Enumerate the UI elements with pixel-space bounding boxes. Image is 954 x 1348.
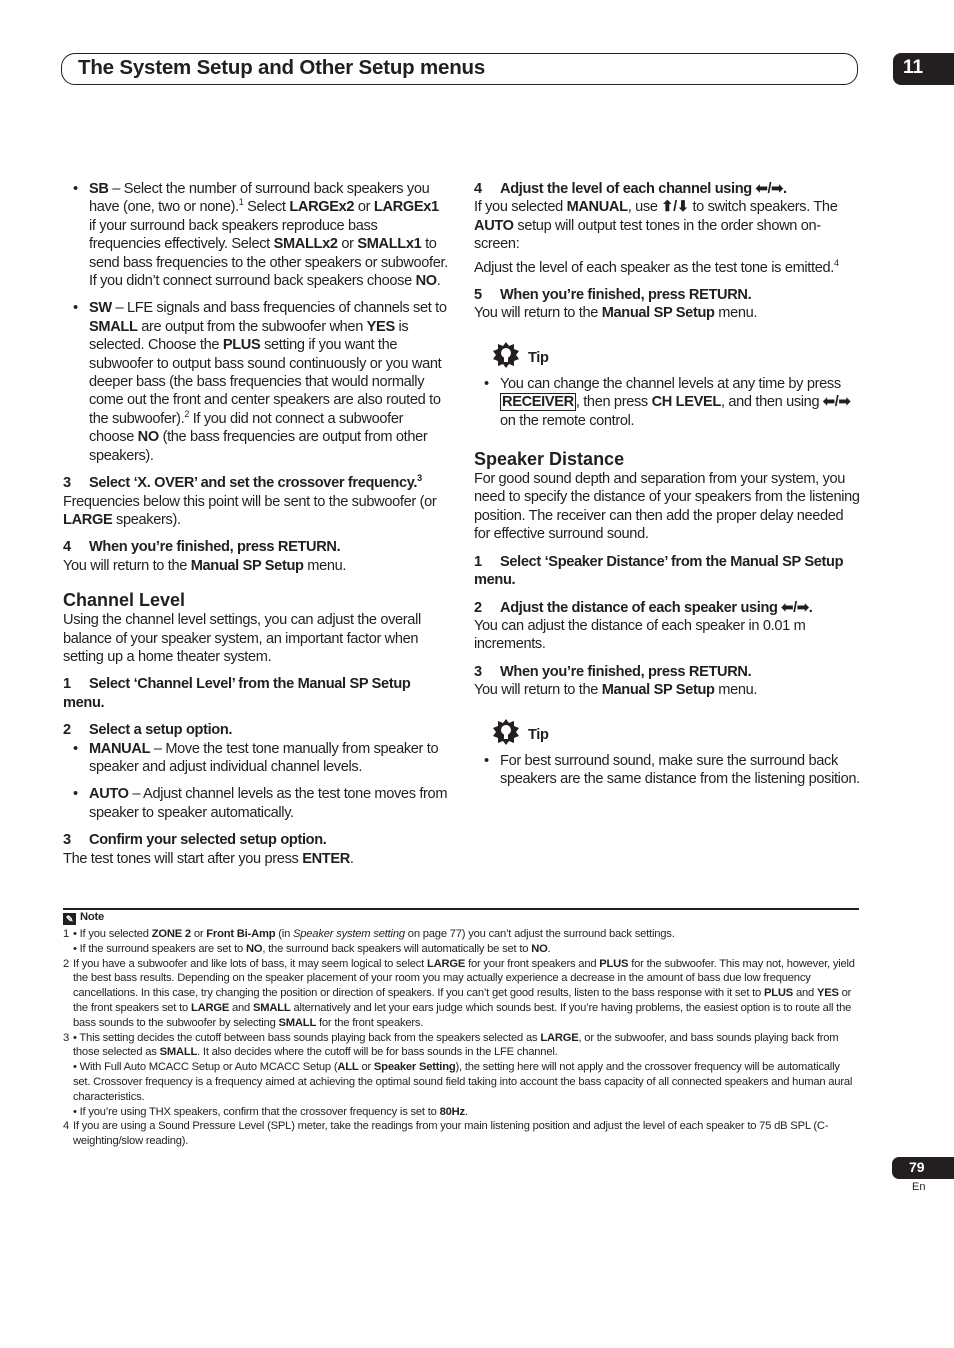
- footnote-item: [63, 1119, 859, 1149]
- bullet-sw: • SW – LFE signals and bass frequencies of channels set to SMALL are output from the subwoofer when YES is selected. Choose the PLUS setting if you want the subwoofer to output bass sound continuously or you want deeper bass (the bass frequencies that would normally come out the front and center speakers are also routed to the subwoofer).$^2$ If you did not connect a subwoofer choose NO (the bass frequencies are output from other speakers).: [73, 300, 447, 464]
- step-text: Adjust the level of each channel using ⬅/➡.: [500, 181, 787, 197]
- step-number: 5: [474, 287, 482, 304]
- paragraph: You will return to the Manual SP Setup menu.: [474, 682, 758, 699]
- step-text: When you’re finished, press RETURN.: [500, 663, 752, 680]
- step-text: Select ‘X. OVER’ and set the crossover frequency.$^3$: [89, 473, 422, 492]
- lightbulb-icon: [491, 718, 521, 746]
- footnotes: [63, 910, 859, 1149]
- footnote-text: • This setting decides the cutoff between bass sounds playing back from the speakers selected as LARGE, or the subwoofer, and bass sounds playing back from those selected as SMALL. It also decides where the cutoff will be for bass sounds in the LFE channel.: [73, 1031, 839, 1059]
- lightbulb-icon: [491, 341, 521, 369]
- footnote-text: If you are using a Sound Pressure Level (SPL) meter, take the readings from your main listening position and adjust the level of each speaker to 75 dB SPL (C-weighting/slow reading).: [73, 1120, 829, 1148]
- tip-label: Tip: [528, 349, 549, 366]
- step-text: Select ‘Channel Level’ from the Manual SP Setup menu.: [63, 676, 411, 711]
- left-column: [63, 180, 448, 868]
- footnote-item: [63, 1031, 859, 1061]
- step: [63, 721, 448, 739]
- paragraph: Using the channel level settings, you can adjust the overall balance of your speaker system, an important factor when setting up a home theater system.: [63, 612, 421, 665]
- heading-channel-level: Channel Level: [63, 590, 186, 611]
- footnote-number: 1: [63, 928, 70, 940]
- tip-bullet: • You can change the channel levels at any time by press RECEIVER , then press CH LEVEL, and then using ⬅/➡ on the remote control.: [484, 375, 851, 429]
- step-number: 3: [63, 475, 71, 492]
- paragraph: For good sound depth and separation from your system, you need to specify the distance of your speakers from the listening position. The receiver can then add the proper delay needed for effective surround sound.: [474, 471, 860, 543]
- bullet-text: AUTO – Adjust channel levels as the test tone moves from speaker to speaker automatically.: [89, 786, 448, 821]
- step-number: 3: [474, 663, 482, 680]
- step: [63, 675, 448, 712]
- footnote-text: • If you’re using THX speakers, confirm that the crossover frequency is set to 80Hz.: [73, 1105, 468, 1118]
- step-text: When you’re finished, press RETURN.: [89, 539, 341, 556]
- footnote-item: [63, 957, 859, 1031]
- tip-heading: [491, 718, 860, 748]
- chapter-number: [893, 53, 954, 85]
- footnote-item: [63, 1060, 859, 1104]
- step-number: 4: [474, 181, 482, 197]
- step-number: 4: [63, 539, 71, 556]
- footnote-text: • If you selected ZONE 2 or Front Bi-Amp (in Speaker system setting on page 77) you can’t adjust the surround back settings.: [73, 928, 675, 940]
- section-header: [61, 53, 858, 85]
- step-finish: [63, 538, 448, 556]
- bullet-text: You can change the channel levels at any time by press RECEIVER , then press CH LEVEL, and then using ⬅/➡ on the remote control.: [500, 375, 851, 429]
- heading-speaker-distance: Speaker Distance: [474, 449, 625, 470]
- step-text: Select ‘Speaker Distance’ from the Manual SP Setup menu.: [474, 553, 844, 589]
- step-text: Select a setup option.: [89, 722, 233, 739]
- step-body: You will return to the Manual SP Setup menu.: [63, 557, 347, 574]
- footnote-item: [63, 927, 859, 942]
- bullet-text: MANUAL – Move the test tone manually from speaker to speaker and adjust individual channel levels.: [89, 740, 439, 775]
- tip-heading: [491, 341, 860, 371]
- step-number: 2: [474, 599, 482, 616]
- notes-heading: [63, 910, 859, 927]
- section-title: The System Setup and Other Setup menus: [78, 56, 486, 79]
- footnote-text: If you have a subwoofer and like lots of bass, it may seem logical to select LARGE for your front speakers and PLUS for the subwoofer. This may not, however, yield the best bass results. Depending on the speaker placement of your room you may actually experience a decrease in the amount of bass due low frequency cancellations. In this case, try changing the position or direction of speakers. If you can’t get good results, listen to the bass response with it set to PLUS and YES or the front speakers set to LARGE and SMALL alternatively and let your ears judge which sounds best. If you’re having problems, the easiest option is to route all the bass sounds to the subwoofer by selecting SMALL for the front speakers.: [73, 957, 855, 1029]
- bullet-text: SB – Select the number of surround back speakers you have (one, two or none).$^1$ Select LARGEx2 or LARGEx1 if your surround back speakers reproduce bass frequencies effectively. Select SMALLx2 or SMALLx1 to send bass frequencies to the other speakers or subwoofer. If you didn’t connect surround back speakers choose NO.: [89, 181, 448, 290]
- step-body: The test tones will start after you press ENTER.: [63, 850, 354, 867]
- tip-label: Tip: [528, 726, 549, 743]
- paragraph: If you selected MANUAL, use ⬆/⬇ to switch speakers. The AUTO setup will output test tones in the order shown on-screen:: [474, 199, 838, 253]
- step: [474, 286, 860, 304]
- bullet-text: SW – LFE signals and bass frequencies of channels set to SMALL are output from the subwoofer when YES is selected. Choose the PLUS setting if you want the subwoofer to output bass sound continuously or you want deeper bass (the bass frequencies that would normally come out the front and center speakers are also routed to the subwoofer).$^2$ If you did not connect a subwoofer choose NO (the bass frequencies are output from other speakers).: [89, 300, 447, 464]
- step-text: When you’re finished, press RETURN.: [500, 287, 752, 304]
- right-column: [474, 180, 860, 868]
- footnote-item: [63, 942, 859, 957]
- chapter-label: 11: [903, 57, 924, 78]
- step: [474, 663, 860, 681]
- bullet-text: For best surround sound, make sure the surround back speakers are the same distance from the listening position.: [500, 752, 860, 787]
- step-number: 3: [63, 832, 71, 849]
- footnote-number: 3: [63, 1031, 70, 1044]
- bullet-sb: • SB – Select the number of surround back speakers you have (one, two or none).$^1$ Select LARGEx2 or LARGEx1 if your surround back speakers reproduce bass frequencies effectively. Select SMALLx2 or SMALLx1 to send bass frequencies to the other speakers or subwoofer. If you didn’t connect surround back speakers choose NO.: [73, 181, 448, 290]
- bullet-manual: • MANUAL – Move the test tone manually from speaker to speaker and adjust individual channel levels.: [73, 740, 439, 775]
- step-number: 1: [474, 553, 482, 570]
- paragraph: You can adjust the distance of each speaker in 0.01 m increments.: [474, 617, 806, 653]
- step: [474, 553, 860, 590]
- language-label: En: [912, 1180, 926, 1193]
- paragraph: Adjust the level of each speaker as the test tone is emitted.$^4$: [474, 257, 839, 276]
- footnote-item: [63, 1105, 859, 1120]
- pencil-icon: ✎: [63, 913, 76, 925]
- bullet-auto: • AUTO – Adjust channel levels as the test tone moves from speaker to speaker automatically.: [73, 786, 448, 821]
- footnote-number: 4: [63, 1120, 70, 1133]
- tip-bullet: • For best surround sound, make sure the surround back speakers are the same distance from the listening position.: [484, 752, 860, 787]
- notes-label: Note: [80, 911, 105, 923]
- step-crossover: [63, 474, 448, 492]
- step-text: Adjust the distance of each speaker using ⬅/➡.: [500, 599, 813, 616]
- footnote-text: • If the surround speakers are set to NO, the surround back speakers will automatically be set to NO.: [73, 942, 551, 955]
- paragraph: You will return to the Manual SP Setup menu.: [474, 305, 758, 322]
- page-number-label: 79: [909, 1158, 925, 1175]
- step: [474, 180, 860, 198]
- page-number: [892, 1157, 954, 1179]
- step-number: 1: [63, 676, 71, 693]
- step: [63, 831, 448, 849]
- step: [474, 599, 860, 617]
- step-text: Confirm your selected setup option.: [89, 832, 327, 849]
- footnote-number: 2: [63, 957, 70, 970]
- step-number: 2: [63, 722, 71, 739]
- footnote-text: • With Full Auto MCACC Setup or Auto MCACC Setup (ALL or Speaker Setting), the setting here will not apply and the crossover frequency will be automatically set. Crossover frequency is a frequency aimed at achieving the optimal sound field taking into account the bass capacity of all connected speakers and human aural characteristics.: [73, 1061, 853, 1103]
- step-body: Frequencies below this point will be sent to the subwoofer (or LARGE speakers).: [63, 493, 437, 528]
